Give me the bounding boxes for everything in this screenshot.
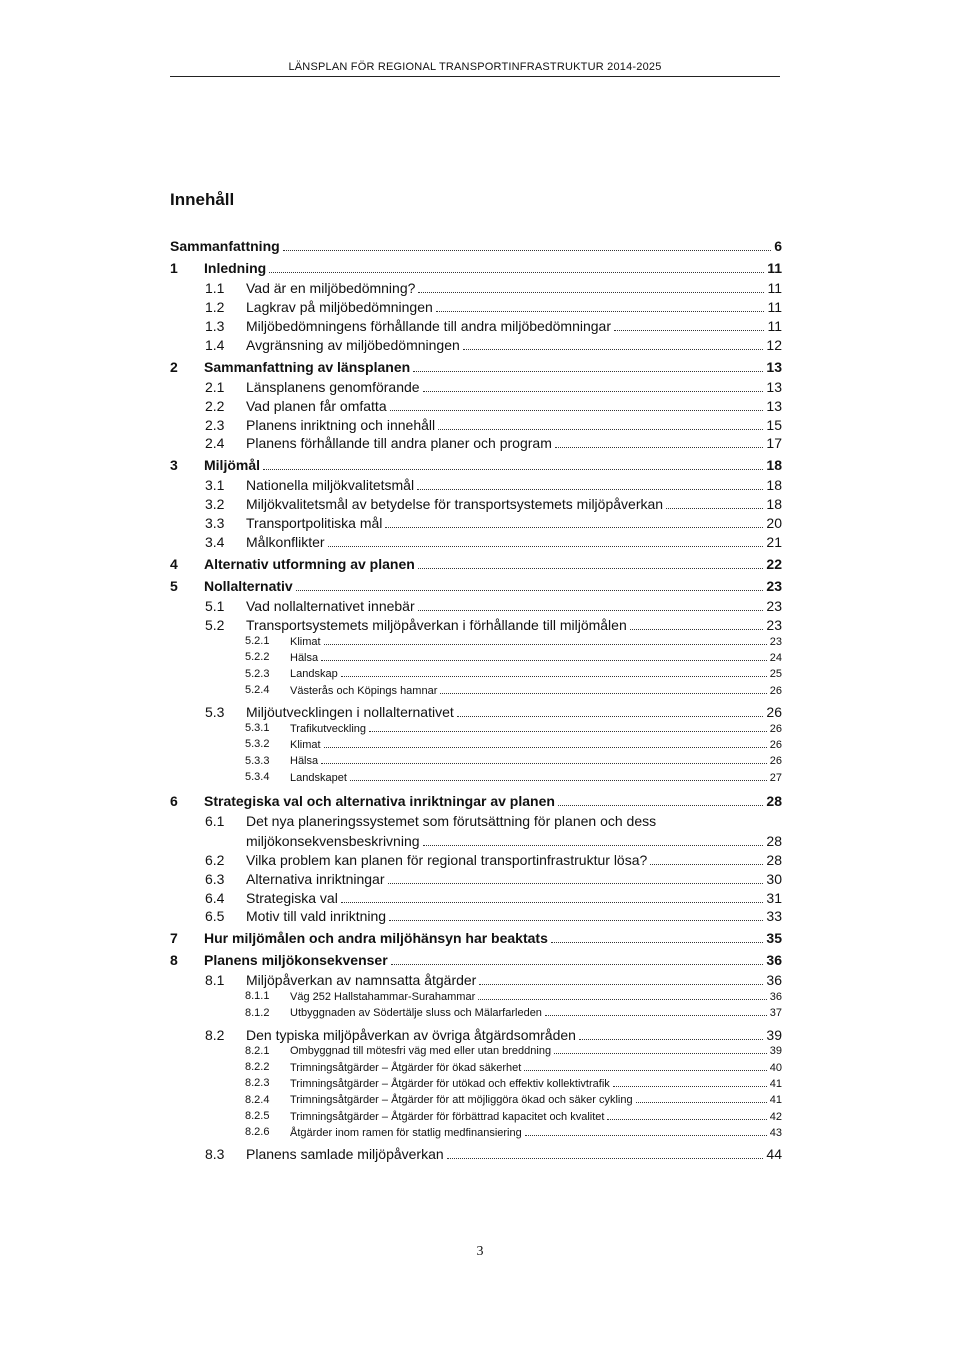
toc-entry-page: 33	[766, 908, 782, 925]
toc-entry-page: 18	[766, 496, 782, 513]
toc-entry-number: 8.2.2	[245, 1061, 270, 1073]
toc-entry-number: 5.2.2	[245, 651, 270, 664]
toc-leader-dots	[263, 458, 763, 470]
toc-leader-dots	[341, 668, 767, 678]
toc-entry-number: 3.2	[205, 496, 225, 513]
toc-entry-number: 1.2	[205, 298, 225, 315]
toc-entry[interactable]	[245, 754, 782, 768]
toc-entry-number: 1	[170, 260, 178, 276]
toc-entry-number: 5.2.1	[245, 635, 270, 647]
toc-leader-dots	[350, 771, 767, 781]
toc-leader-dots	[630, 618, 764, 630]
toc-entry-page: 23	[766, 617, 782, 633]
toc-entry[interactable]	[245, 721, 782, 735]
toc-leader-dots	[579, 1028, 763, 1040]
toc-leader-dots	[463, 338, 764, 350]
toc-leader-dots	[525, 1126, 767, 1136]
toc-entry-label: Vad är en miljöbedömning?	[246, 280, 416, 296]
toc-entry-page: 13	[766, 358, 782, 375]
toc-entry-page: 20	[766, 515, 782, 532]
toc-entry-label: Hälsa	[290, 652, 319, 665]
toc-entry[interactable]	[245, 738, 782, 751]
toc-entry-label: Strategiska val och alternativa inriktningar av planen	[204, 792, 555, 809]
toc-entry[interactable]	[205, 1026, 782, 1043]
toc-entry-label: Landskap	[290, 668, 338, 681]
toc-entry[interactable]	[205, 534, 782, 551]
toc-entry[interactable]	[205, 477, 782, 494]
running-header: LÄNSPLAN FÖR REGIONAL TRANSPORTINFRASTRUKTUR 2014-2025	[288, 61, 662, 73]
toc-entry-label: Vad nollalternativet innebär	[246, 598, 415, 615]
toc-leader-dots	[418, 281, 764, 293]
toc-entry-label: Planens förhållande till andra planer och program	[246, 435, 552, 452]
toc-entry[interactable]	[205, 870, 782, 887]
toc-leader-dots	[385, 516, 763, 528]
toc-entry-number: 2.3	[205, 416, 225, 433]
toc-entry[interactable]	[245, 683, 782, 697]
toc-leader-dots	[524, 1061, 766, 1071]
toc-entry[interactable]	[245, 1126, 782, 1139]
toc-entry-number: 5.2.4	[245, 683, 270, 696]
toc-entry-page: 11	[767, 260, 782, 276]
toc-leader-dots	[551, 931, 764, 943]
toc-entry-number: 7	[170, 930, 178, 947]
toc-entry-page: 13	[766, 397, 782, 414]
toc-entry[interactable]	[205, 889, 782, 906]
toc-entry-label: Vilka problem kan planen för regional transportinfrastruktur lösa?	[246, 851, 648, 868]
toc-entry[interactable]	[205, 851, 782, 868]
toc-entry-number: 5.1	[205, 598, 225, 615]
toc-entry-page: 35	[766, 930, 782, 947]
toc-entry-number: 8.2.1	[245, 1044, 270, 1057]
toc-entry-number: 8.2.5	[245, 1109, 270, 1122]
toc-entry[interactable]	[245, 1077, 782, 1091]
toc-leader-dots	[390, 398, 764, 410]
toc-entry-label: Västerås och Köpings hamnar	[290, 684, 438, 697]
toc-leader-dots	[417, 478, 763, 490]
toc-entry-label: Målkonflikter	[246, 534, 325, 551]
toc-entry-label: Ombyggnad till mötesfri väg med eller utan breddning	[290, 1045, 552, 1058]
toc-leader-dots	[341, 890, 764, 902]
toc-leader-dots	[636, 1094, 767, 1104]
toc-leader-dots	[324, 738, 767, 748]
toc-entry[interactable]	[205, 435, 782, 452]
toc-entry-label: Trimningsåtgärder – Åtgärder för ökad säkerhet	[290, 1061, 522, 1074]
toc-leader-dots	[440, 684, 766, 694]
toc-entry-number: 1.1	[205, 280, 225, 296]
toc-leader-dots	[388, 871, 764, 883]
toc-entry-label: Länsplanens genomförande	[246, 378, 420, 395]
toc-entry[interactable]	[170, 792, 782, 809]
toc-leader-dots	[413, 360, 763, 372]
toc-entry-label: Nollalternativ	[204, 578, 293, 595]
toc-entry-label: Landskapet	[290, 771, 347, 784]
toc-entry-number: 8.2.3	[245, 1077, 270, 1090]
toc-entry-page: 37	[769, 1007, 782, 1020]
toc-entry-label: Miljöbedömningens förhållande till andra miljöbedömningar	[246, 317, 611, 334]
toc-leader-dots	[321, 755, 767, 765]
toc-entry-number: 6.2	[205, 851, 225, 868]
toc-entry-number: 1.3	[205, 317, 225, 334]
toc-entry-page: 26	[769, 684, 782, 697]
toc-entry-page: 25	[769, 668, 782, 681]
toc-entry[interactable]	[245, 990, 782, 1004]
toc-entry-number: 5.3	[205, 703, 225, 720]
toc-entry[interactable]	[205, 598, 782, 615]
toc-entry-number: 3.3	[205, 515, 225, 532]
toc-entry[interactable]	[205, 1146, 782, 1163]
toc-leader-dots	[423, 380, 764, 392]
toc-entry[interactable]	[205, 378, 782, 395]
toc-entry-number: 5	[170, 578, 178, 595]
toc-entry-number: 8.1.2	[245, 1006, 270, 1019]
toc-entry[interactable]	[170, 238, 782, 254]
toc-entry-page: 39	[769, 1045, 782, 1058]
toc-entry-page: 27	[769, 771, 782, 784]
toc-entry-page: 42	[769, 1110, 782, 1123]
toc-entry[interactable]	[245, 667, 782, 681]
toc-leader-dots	[328, 535, 764, 547]
toc-entry[interactable]	[245, 651, 782, 665]
toc-entry[interactable]	[170, 952, 782, 969]
toc-entry[interactable]	[170, 578, 782, 595]
toc-entry-number: 5.2	[205, 617, 225, 633]
toc-entry-label: Utbyggnaden av Södertälje sluss och Mälarfarleden	[290, 1007, 542, 1020]
toc-entry-number: 2.1	[205, 378, 225, 395]
toc-entry-label: miljökonsekvensbeskrivning	[246, 832, 420, 849]
toc-entry[interactable]	[205, 617, 782, 633]
toc-entry-label: Åtgärder inom ramen för statlig medfinansiering	[290, 1126, 522, 1139]
toc-entry-label: Nationella miljökvalitetsmål	[246, 477, 415, 494]
toc-entry-number: 5.3.2	[245, 738, 270, 751]
toc-entry-label: Vad planen får omfatta	[246, 397, 387, 414]
toc-leader-dots	[423, 834, 764, 846]
toc-entry-page: 11	[767, 298, 782, 315]
toc-entry-label: Miljöpåverkan av namnsatta åtgärder	[246, 972, 477, 989]
toc-entry-page: 12	[766, 336, 782, 353]
toc-entry-label: Hur miljömålen och andra miljöhänsyn har beaktats	[204, 930, 548, 947]
toc-entry[interactable]	[205, 280, 782, 296]
toc-entry-page: 15	[766, 416, 782, 433]
toc-entry[interactable]	[205, 908, 782, 925]
toc-entry[interactable]	[205, 416, 782, 433]
toc-entry[interactable]	[205, 397, 782, 414]
toc-entry-label: Väg 252 Hallstahammar-Surahammar	[290, 991, 476, 1004]
toc-leader-dots	[555, 436, 764, 448]
toc-entry[interactable]	[245, 635, 782, 648]
toc-entry-page: 17	[766, 435, 782, 452]
toc-leader-dots	[614, 319, 764, 331]
toc-leader-dots	[389, 909, 763, 921]
toc-entry-number: 8.2	[205, 1026, 225, 1043]
toc-entry-page: 31	[766, 889, 782, 906]
toc-entry-number: 3	[170, 457, 178, 474]
toc-entry[interactable]	[245, 1061, 782, 1074]
toc-entry-number: 8.1.1	[245, 990, 270, 1003]
toc-entry[interactable]	[246, 833, 782, 849]
toc-entry[interactable]	[205, 972, 782, 989]
toc-entry-label: Trimningsåtgärder – Åtgärder för utökad och effektiv kollektivtrafik	[290, 1078, 610, 1091]
toc-leader-dots	[607, 1110, 766, 1120]
toc-entry-number: 8.2.4	[245, 1093, 270, 1106]
toc-leader-dots	[438, 417, 763, 429]
toc-entry-label: Sammanfattning av länsplanen	[204, 358, 411, 375]
toc-entry-number: 5.3.3	[245, 754, 270, 767]
toc-entry-label: Motiv till vald inriktning	[246, 908, 387, 925]
toc-entry-page: 18	[766, 477, 782, 494]
toc-leader-dots	[479, 973, 763, 985]
toc-title: Innehåll	[170, 190, 235, 209]
toc-entry-label: Transportsystemets miljöpåverkan i förhållande till miljömålen	[246, 617, 627, 633]
toc-leader-dots	[613, 1077, 767, 1087]
toc-entry-page: 11	[767, 280, 782, 296]
toc-entry-label: Alternativ utformning av planen	[204, 556, 415, 573]
toc-entry-page: 11	[767, 317, 782, 334]
toc-entry-label: Miljömål	[204, 457, 261, 474]
page-number: 3	[476, 1244, 484, 1259]
toc-entry[interactable]	[205, 317, 782, 334]
toc-entry-number: 8.1	[205, 972, 225, 989]
toc-entry-page: 6	[774, 238, 782, 254]
toc-entry[interactable]	[170, 260, 782, 276]
toc-entry-number: 5.3.1	[245, 721, 270, 734]
toc-entry-number: 8	[170, 952, 178, 969]
toc-entry-page: 36	[766, 972, 782, 989]
toc-entry-page: 36	[769, 991, 782, 1004]
toc-entry-number: 5.2.3	[245, 667, 270, 680]
toc-entry-page: 40	[769, 1061, 782, 1074]
toc-entry-label: Klimat	[290, 738, 321, 751]
toc-entry-number: 2	[170, 358, 178, 375]
toc-entry-page: 18	[766, 457, 782, 474]
toc-entry-number: 2.4	[205, 435, 225, 452]
toc-entry-number: 8.3	[205, 1146, 225, 1163]
toc-entry-page: 26	[769, 738, 782, 751]
toc-entry-page: 30	[766, 870, 782, 887]
toc-leader-dots	[391, 953, 764, 965]
toc-entry-page: 26	[769, 722, 782, 735]
toc-entry-page: 13	[766, 378, 782, 395]
toc-entry[interactable]	[170, 358, 782, 375]
toc-entry-page: 28	[766, 832, 782, 849]
toc-entry-number: 6.4	[205, 889, 225, 906]
toc-entry-label: Inledning	[204, 260, 267, 276]
toc-entry-number: 6.5	[205, 908, 225, 925]
toc-entry[interactable]	[205, 703, 782, 720]
toc-entry-page: 41	[769, 1094, 782, 1107]
toc-entry-page: 23	[769, 635, 782, 648]
toc-leader-dots	[296, 579, 764, 591]
toc-entry[interactable]	[205, 336, 782, 353]
toc-entry-number: 8.2.6	[245, 1126, 270, 1139]
toc-entry-page: 28	[766, 851, 782, 868]
toc-entry-number: 6.3	[205, 870, 225, 887]
toc-entry[interactable]	[170, 457, 782, 474]
toc-entry-label: Planens samlade miljöpåverkan	[246, 1146, 444, 1163]
toc-entry-page: 44	[766, 1146, 782, 1163]
toc-entry-number: 6	[170, 792, 178, 809]
toc-entry-number: 4	[170, 556, 178, 573]
toc-entry-page: 43	[769, 1126, 782, 1139]
toc-entry-number: 6.1	[205, 812, 225, 829]
toc-entry[interactable]	[205, 515, 782, 532]
toc-entry-number: 1.4	[205, 336, 225, 353]
toc-entry-page: 39	[766, 1026, 782, 1043]
toc-entry-number: 3.4	[205, 534, 225, 551]
toc-entry-label: Alternativa inriktningar	[246, 870, 385, 887]
toc-entry-page: 23	[766, 598, 782, 615]
toc-leader-dots	[418, 599, 764, 611]
toc-entry-page: 22	[766, 556, 782, 573]
toc-entry-page: 26	[766, 703, 782, 720]
toc-entry-page: 36	[766, 952, 782, 969]
toc-entry-label: Sammanfattning	[170, 238, 280, 254]
toc-entry[interactable]	[245, 1044, 782, 1058]
toc-entry[interactable]	[245, 1109, 782, 1123]
toc-entry-label: Den typiska miljöpåverkan av övriga åtgärdsområden	[246, 1026, 576, 1043]
toc-leader-dots	[321, 651, 767, 661]
toc-leader-dots	[554, 1045, 767, 1055]
toc-entry-label: Miljöutvecklingen i nollalternativet	[246, 703, 454, 720]
toc-leader-dots	[283, 239, 772, 251]
toc-entry-number: 5.3.4	[245, 770, 270, 783]
toc-leader-dots	[457, 705, 764, 717]
toc-entry-label-line1: Det nya planeringssystemet som förutsättning för planen och dess 6.1	[205, 812, 657, 829]
toc-entry-label: Planens miljökonsekvenser	[204, 952, 388, 969]
toc-leader-dots	[324, 635, 767, 645]
toc-leader-dots	[545, 1007, 767, 1017]
toc-leader-dots	[269, 261, 764, 273]
toc-entry-page: 23	[766, 578, 782, 595]
toc-leader-dots	[447, 1147, 764, 1159]
toc-entry-label: Avgränsning av miljöbedömningen	[246, 336, 460, 353]
toc-leader-dots	[558, 794, 764, 806]
toc-entry-number: 2.2	[205, 397, 225, 414]
toc-entry-page: 26	[769, 755, 782, 768]
toc-entry-label: Lagkrav på miljöbedömningen	[246, 298, 433, 315]
toc-entry[interactable]	[170, 930, 782, 947]
toc-entry[interactable]	[205, 298, 782, 315]
toc-entry-label: Trimningsåtgärder – Åtgärder för att möjliggöra ökad och säker cykling	[290, 1094, 633, 1107]
toc-entry-label: Klimat	[290, 635, 321, 648]
toc-entry-label: Trafikutveckling	[290, 722, 367, 735]
toc-entry-page: 21	[766, 534, 782, 551]
toc-entry-label: Trimningsåtgärder – Åtgärder för förbättrad kapacitet och kvalitet	[290, 1110, 605, 1123]
toc-entry-number: 3.1	[205, 477, 225, 494]
toc-leader-dots	[666, 497, 763, 509]
toc-entry[interactable]	[205, 496, 782, 513]
toc-entry-label: Transportpolitiska mål	[246, 515, 383, 532]
toc-entry-page: 28	[766, 792, 782, 809]
toc-entry-label: Planens inriktning och innehåll	[246, 416, 436, 433]
toc-leader-dots	[478, 990, 767, 1000]
toc-entry-label: Hälsa	[290, 755, 319, 768]
toc-leader-dots	[418, 557, 764, 569]
toc-entry-page: 24	[769, 652, 782, 665]
toc-entry[interactable]	[245, 770, 782, 784]
toc-entry[interactable]	[245, 1093, 782, 1107]
toc-entry[interactable]	[170, 556, 782, 573]
toc-leader-dots	[436, 300, 765, 312]
toc-entry[interactable]	[245, 1006, 782, 1020]
toc-leader-dots	[650, 853, 763, 865]
toc-leader-dots	[369, 722, 767, 732]
toc-entry-label: Strategiska val	[246, 889, 338, 906]
toc-entry-label: Miljökvalitetsmål av betydelse för transportsystemets miljöpåverkan	[246, 496, 664, 513]
toc-entry-page: 41	[769, 1078, 782, 1091]
